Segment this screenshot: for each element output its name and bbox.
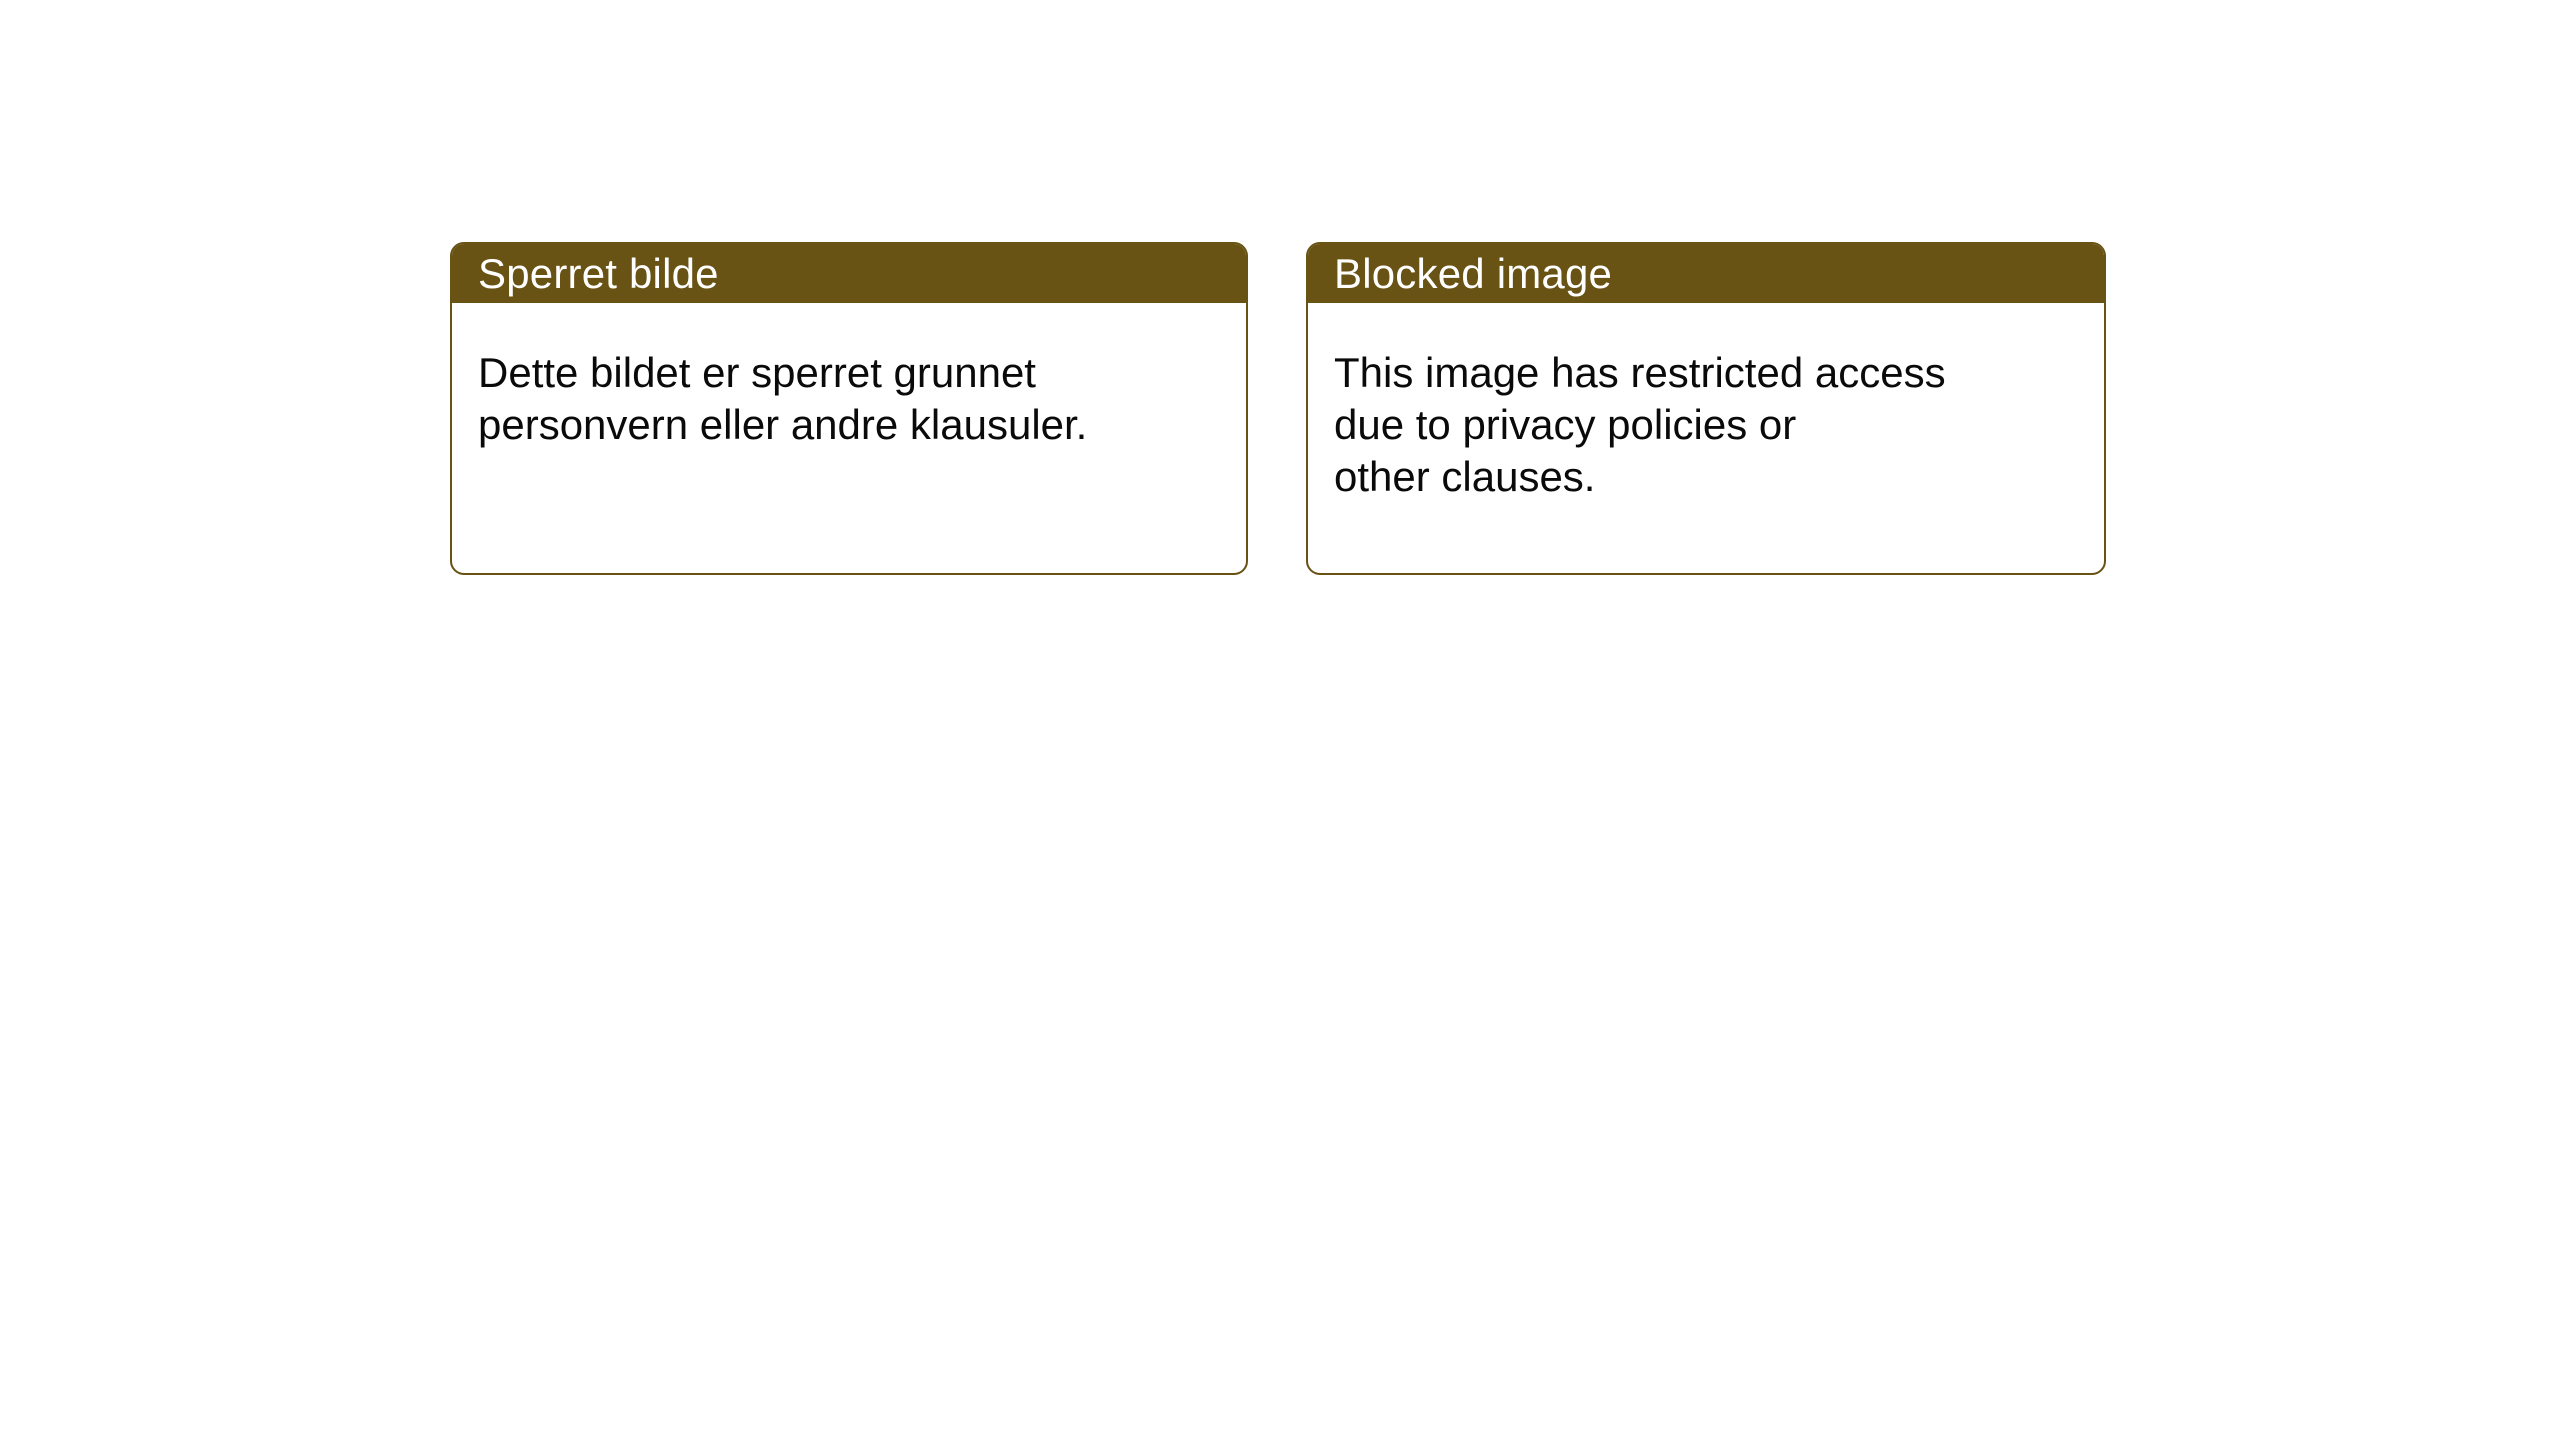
card-title: Sperret bilde: [478, 249, 719, 297]
card-body: [452, 303, 1246, 451]
card-header: [1308, 244, 2104, 303]
card-body-line: This image has restricted access: [1334, 349, 1946, 396]
card-body-line: Dette bildet er sperret grunnet: [478, 349, 1036, 396]
card-body-line: personvern eller andre klausuler.: [478, 401, 1088, 448]
blocked-image-card-norwegian: [450, 242, 1248, 575]
card-body-line: other clauses.: [1334, 453, 1596, 500]
card-title: Blocked image: [1334, 249, 1613, 297]
card-body-line: due to privacy policies or: [1334, 401, 1797, 448]
card-body: [1308, 303, 2104, 503]
card-header: [452, 244, 1246, 303]
blocked-image-card-english: [1306, 242, 2106, 575]
